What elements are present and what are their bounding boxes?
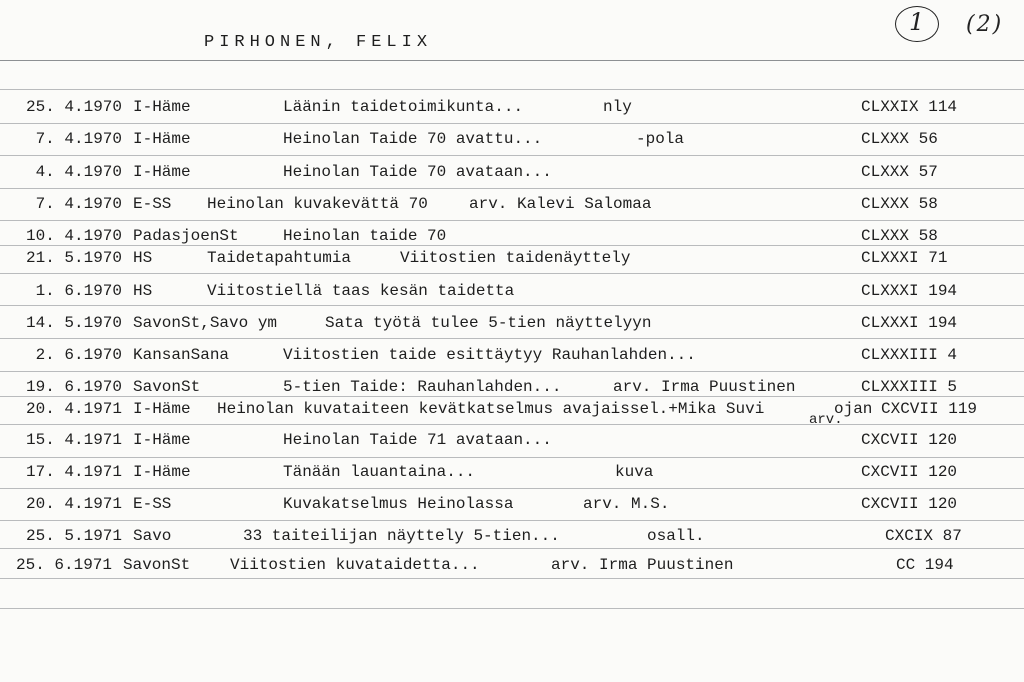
entry-date: 7. 4.1970 [35,195,122,213]
card-entry [0,98,1024,122]
rule-line [0,220,1024,221]
entry-title: Viitostien kuvataidetta... [230,556,480,574]
entry-note: kuva [615,463,654,481]
entry-title: Heinolan taide 70 [283,227,447,245]
entry-date: 19. 6.1970 [25,378,122,396]
entry-note-sub: arv. [809,412,843,428]
rule-line [0,338,1024,339]
card-entry [0,130,1024,154]
card-entry [0,346,1024,370]
entry-date: 7. 4.1970 [35,130,122,148]
entry-title: Läänin taidetoimikunta... [283,98,524,116]
card-number-paren: (2) [966,12,1004,37]
entry-date: 25. 5.1971 [25,527,122,545]
entry-source: SavonSt [133,378,201,396]
entry-title: Heinolan Taide 70 avataan... [283,163,552,181]
entry-title: Heinolan kuvataiteen kevätkatselmus avajaissel.+Mika Suvi [217,400,765,418]
rule-line [0,488,1024,489]
entry-source: I-Häme [133,130,191,148]
card-entry [0,314,1024,338]
entry-date: 10. 4.1970 [25,227,122,245]
entry-source: SavonSt,Savo ym [133,314,278,332]
entry-title: Heinolan Taide 70 avattu... [283,130,543,148]
entry-title: Heinolan kuvakevättä 70 [207,195,428,213]
entry-ref: CLXXXIII 4 [861,346,958,364]
rule-line [0,273,1024,274]
card-entry [0,556,1024,580]
entry-date: 25. 4.1970 [25,98,122,116]
entry-note: arv. Irma Puustinen [613,378,796,396]
entry-title: Kuvakatselmus Heinolassa [283,495,514,513]
entry-title: 33 taiteilijan näyttely 5-tien... [243,527,560,545]
entry-title: Heinolan Taide 71 avataan... [283,431,552,449]
rule-line [0,89,1024,90]
card-entry [0,527,1024,551]
entry-ref: CLXXX 58 [861,195,938,213]
entry-date: 21. 5.1970 [25,249,122,267]
entry-note: ojan [834,400,873,418]
entry-source: HS [133,249,153,267]
entry-source: I-Häme [133,431,191,449]
card-number-circled: 1 [909,8,925,36]
entry-note: Viitostien taidenäyttely [400,249,631,267]
entry-title: Tänään lauantaina... [283,463,476,481]
rule-line [0,457,1024,458]
card-entry [0,463,1024,487]
entry-source: Savo [133,527,172,545]
entry-ref: CLXXXI 194 [861,314,958,332]
entry-ref: CXCVII 120 [861,495,958,513]
entry-ref: CXCVII 120 [861,431,958,449]
rule-line [0,188,1024,189]
entry-ref: CC 194 [896,556,954,574]
entry-ref: CLXXXIII 5 [861,378,958,396]
entry-date: 4. 4.1970 [35,163,122,181]
entry-ref: CLXXX 56 [861,130,938,148]
entry-date: 17. 4.1971 [25,463,122,481]
entry-date: 1. 6.1970 [35,282,122,300]
entry-ref: CLXXX 57 [861,163,938,181]
card-entry [0,495,1024,519]
card-entry [0,163,1024,187]
entry-ref: CXCIX 87 [885,527,962,545]
entry-title: Viitostiellä taas kesän taidetta [207,282,515,300]
entry-ref: CXCVII 120 [861,463,958,481]
entry-source: HS [133,282,153,300]
entry-title: Taidetapahtumia [207,249,352,267]
entry-source: E-SS [133,195,172,213]
entry-ref: CLXXIX 114 [861,98,958,116]
entry-note: nly [603,98,632,116]
entry-source: KansanSana [133,346,230,364]
entry-date: 25. 6.1971 [15,556,112,574]
entry-ref: CLXXXI 194 [861,282,958,300]
entry-source: I-Häme [133,400,191,418]
entry-ref: CXCVII 119 [881,400,978,418]
entry-note: -pola [636,130,685,148]
rule-line [0,371,1024,372]
card-entry [0,249,1024,273]
rule-line [0,155,1024,156]
entry-title: Sata työtä tulee 5-tien näyttelyyn [325,314,652,332]
card-entry [0,195,1024,219]
card-entry [0,227,1024,251]
entry-ref: CLXXX 58 [861,227,938,245]
entry-date: 20. 4.1971 [25,400,122,418]
entry-source: E-SS [133,495,172,513]
rule-line [0,520,1024,521]
entry-note: osall. [647,527,705,545]
entry-ref: CLXXXI 71 [861,249,948,267]
entry-source: SavonSt [123,556,191,574]
entry-date: 14. 5.1970 [25,314,122,332]
entry-source: I-Häme [133,163,191,181]
rule-line [0,424,1024,425]
entry-note: arv. Irma Puustinen [551,556,734,574]
entry-source: I-Häme [133,98,191,116]
entry-date: 2. 6.1970 [35,346,122,364]
card-entry [0,378,1024,402]
card-entry [0,431,1024,455]
card-name-heading: PIRHONEN, FELIX [204,33,433,52]
entry-source: I-Häme [133,463,191,481]
rule-line [0,60,1024,61]
entry-note: arv. M.S. [583,495,670,513]
entry-source: PadasjoenSt [133,227,239,245]
entry-title: Viitostien taide esittäytyy Rauhanlahden... [283,346,696,364]
rule-line [0,123,1024,124]
entry-date: 15. 4.1971 [25,431,122,449]
entry-date: 20. 4.1971 [25,495,122,513]
card-entry [0,400,1024,428]
entry-note: arv. Kalevi Salomaa [469,195,652,213]
entry-title: 5-tien Taide: Rauhanlahden... [283,378,562,396]
card-entry [0,282,1024,306]
rule-line [0,608,1024,609]
